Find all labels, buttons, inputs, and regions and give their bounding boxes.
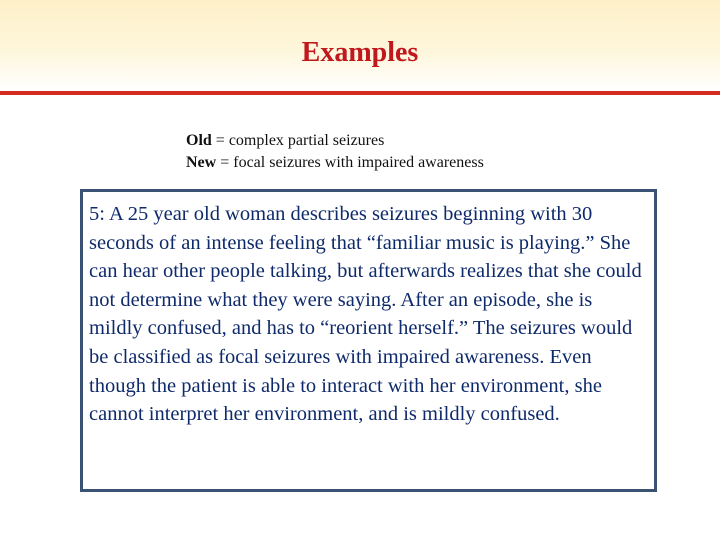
definition-old-text: complex partial seizures: [228, 132, 385, 149]
definition-new: [186, 152, 484, 174]
definition-old: [186, 130, 484, 152]
definition-old-separator: =: [211, 132, 229, 149]
header-rule: [0, 91, 720, 95]
definition-new-text: focal seizures with impaired awareness: [233, 154, 484, 171]
case-box: [80, 189, 657, 492]
definition-old-key: Old: [186, 132, 212, 149]
definition-new-key: New: [186, 154, 217, 171]
case-text: 5: A 25 year old woman describes seizures beginning with 30 seconds of an intense feeling that “familiar music is playing.” She can hear other people talking, but afterwards realizes that she could not determine what they were saying. After an episode, she is mildly confused, and has to “reorient herself.” The seizures would be classified as focal seizures with impaired awareness. Even though the patient is able to interact with her environment, she cannot interpret her environment, and is mildly confused.: [89, 203, 642, 426]
definition-new-separator: =: [216, 154, 234, 171]
definitions: [186, 130, 484, 174]
slide-title: Examples: [301, 37, 419, 68]
